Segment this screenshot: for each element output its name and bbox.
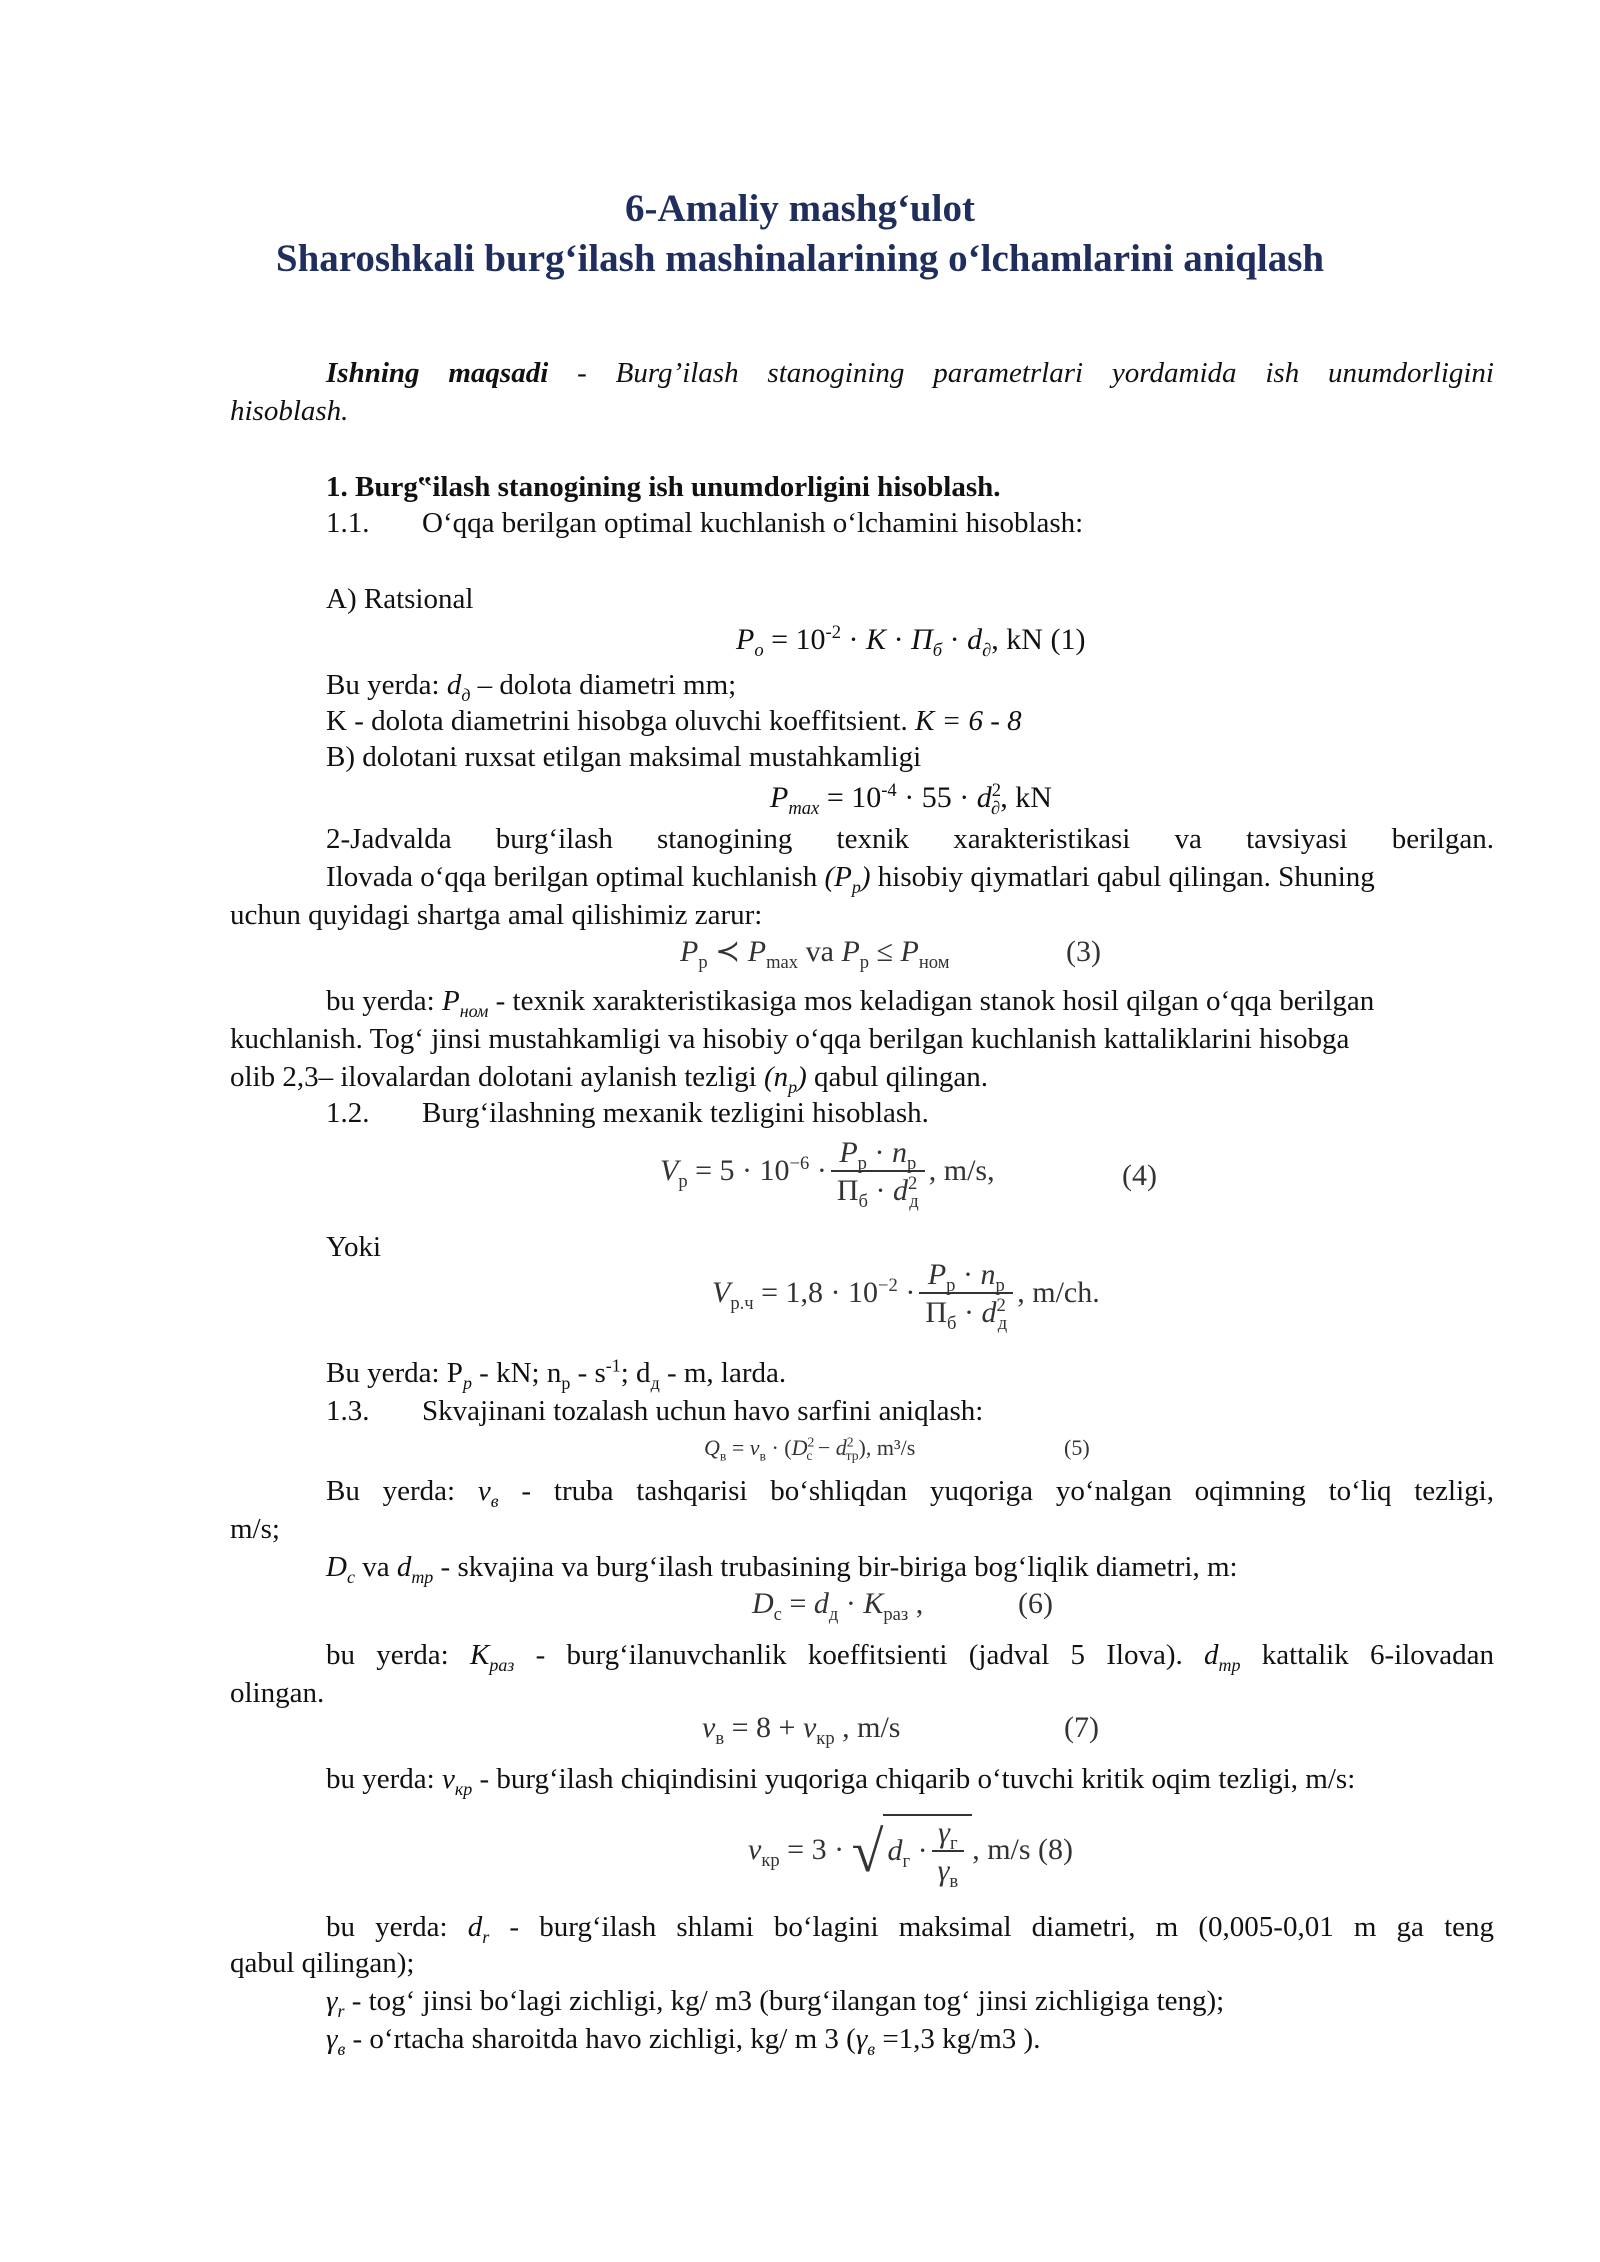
section-1-2-number: 1.2. [326, 1097, 370, 1129]
paragraph-olib: olib 2,3– ilovalardan dolotani aylanish tezligi $(n_p)$ qabul qilingan. [230, 1061, 989, 1097]
formula-2-tail: , kN [1000, 781, 1052, 814]
paragraph-ilova: Ilovada o‘qqa berilgan optimal kuchlanish $(P_p)$ hisobiy qiymatlari qabul qilingan. Shuning [326, 861, 1375, 897]
kraz-post: - burg‘ilanuvchanlik koeffitsienti (jadval 5 Ilova). [514, 1639, 1205, 1671]
formula-4-unit: , m/s, [928, 1153, 995, 1187]
k-def-text: K - dolota diametrini hisobga oluvchi koeffitsient. [326, 705, 916, 737]
dr-pre: bu yerda: [326, 1911, 468, 1943]
yoki-label: Yoki [326, 1231, 382, 1263]
vv-post: - truba tashqarisi bo‘shliqdan yuqoriga yo‘nalgan oqimning to‘liq tezligi, [498, 1475, 1494, 1507]
paragraph-kraz: bu yerda: $K_{раз}$ - burg‘ilanuvchanlik koeffitsienti (jadval 5 Ilova). $d_{тр}$ kattalik 6-ilovadan [326, 1639, 1495, 1675]
paragraph-pnom: bu yerda: $P_{ном}$ - texnik xarakteristikasiga mos keladigan stanok hosil qilgan o‘qqa berilgan [326, 985, 1375, 1021]
formula-7-number: (7) [1064, 1711, 1099, 1744]
vkr-pre: bu yerda: [326, 1763, 442, 1795]
k-definition [326, 704, 1022, 738]
formula-6-number: (6) [1018, 1587, 1053, 1620]
units-b: - kN; n [471, 1357, 562, 1389]
section-1-2-text: Burg‘ilashning mexanik tezligini hisoblash. [422, 1097, 929, 1129]
formula-8-unit: , m/s (8) [972, 1832, 1074, 1866]
item-b-label: B) dolotani ruxsat etilgan maksimal mustahkamligi [326, 741, 922, 773]
dr-post: - burg‘ilash shlami bo‘lagini maksimal diametri, m (0,005-0,01 m ga teng [489, 1911, 1494, 1943]
section-1-3-number: 1.3. [326, 1395, 370, 1427]
dc-post: - skvajina va burg‘ilash trubasining bir-biriga bog‘liqlik diametri, m: [433, 1551, 1238, 1583]
units-c: - s [570, 1357, 606, 1389]
formula-3: $P_р$ ≺ $P_{max}$ va $P_р \le P_{ном}$ [680, 935, 950, 973]
purpose-line-2 [230, 394, 348, 428]
gamma-r-post: - tog‘ jinsi bo‘lagi zichligi, kg/ m3 (burg‘ilangan tog‘ jinsi zichligiga teng); [344, 1985, 1225, 2017]
formula-5-number: (5) [1064, 1435, 1090, 1460]
olib-pre: olib 2,3– ilovalardan dolotani aylanish tezligi [230, 1061, 764, 1093]
formula-7-unit: , m/s [834, 1711, 901, 1744]
formula-1: $P_o = 10^{-2} \cdot K \cdot П_б \cdot d_\partial$, kN (1) [736, 622, 1086, 661]
dd-def-post: – dolota diametri mm; [470, 669, 737, 701]
units-line: Bu yerda: $P_p$ - kN; $n_p - s^{-1}$; $d_д$ - m, larda. [326, 1355, 787, 1393]
kraz-end: kattalik 6-ilovadan [1240, 1639, 1495, 1671]
section-1-3-text: Skvajinani tozalash uchun havo sarfini aniqlash: [422, 1395, 984, 1427]
formula-8: $v_{кр} = 3$ · √ $d_г$ · $\frac{\gamma_г}{\gamma_в}$ , m/s (8) [748, 1816, 1074, 1892]
vkr-post: - burg‘ilash chiqindisini yuqoriga chiqarib o‘tuvchi kritik oqim tezligi, m/s: [472, 1763, 1356, 1795]
paragraph-gamma-v: $\gamma_в$ - o‘rtacha sharoitda havo zichligi, kg/ m 3 ($\gamma_в =1,3$ kg/m3 ). [326, 2023, 1041, 2059]
olib-post: qabul qilingan. [806, 1061, 989, 1093]
units-d: ; d [620, 1357, 651, 1389]
formula-6: $D_с = d_д \cdot K_{раз}$ , [752, 1587, 924, 1625]
purpose-text-2: hisoblash. [230, 395, 349, 427]
purpose-text: - Burg’ilash stanogining parametrlari yordamida ish unumdorligini [548, 357, 1494, 389]
paragraph-vkr: bu yerda: $v_{кр}$ - burg‘ilash chiqindisini yuqoriga chiqarib o‘tuvchi kritik oqim tezligi, m/s: [326, 1763, 1356, 1799]
ilova-post: hisobiy qiymatlari qabul qilingan. Shuning [870, 861, 1375, 893]
formula-4-number: (4) [1122, 1159, 1157, 1192]
gamma-v-val: =1,3 kg/m3 ). [875, 2023, 1041, 2055]
paragraph-vv: Bu yerda: $v_в$ - truba tashqarisi bo‘shliqdan yuqoriga yo‘nalgan oqimning to‘liq tezligi, [326, 1475, 1494, 1511]
section-1-heading: 1. Burg‟ilash stanogining ish unumdorligini hisoblash. [326, 471, 1001, 503]
item-a-label: A) Ratsional [326, 583, 474, 615]
k-range: K = 6 - 8 [915, 705, 1022, 737]
paragraph-qabul: qabul qilingan); [230, 1947, 415, 1979]
dd-def-pre: Bu yerda: [326, 669, 447, 701]
purpose-line-1 [326, 356, 1494, 390]
pnom-pre: bu yerda: [326, 985, 442, 1017]
units-e: - m, larda. [659, 1357, 787, 1389]
title-line-1: 6-Amaliy mashg‘ulot [625, 187, 975, 230]
paragraph-uchun: uchun quyidagi shartga amal qilishimiz zarur: [230, 899, 763, 931]
dc-mid: va [354, 1551, 397, 1583]
formula-4: $V_р = 5 \cdot 10^{-6}$ · $\frac{P_р \cdot n_р}{П_б \cdot d^2_д}$ , m/s, [660, 1136, 995, 1212]
formula-3-va: va [798, 935, 842, 968]
formula-4b-unit: , m/ch. [1017, 1275, 1100, 1309]
ilova-pre: Ilovada o‘qqa berilgan optimal kuchlanish [326, 861, 825, 893]
paragraph-jadval: 2-Jadvalda burg‘ilash stanogining texnik xarakteristikasi va tavsiyasi berilgan. [326, 823, 1494, 855]
vv-pre: Bu yerda: [326, 1475, 478, 1507]
pnom-post: - texnik xarakteristikasiga mos keladigan stanok hosil qilgan o‘qqa berilgan [488, 985, 1375, 1017]
formula-5: $Q_в = v_в \cdot (D^2_с - d^2_{тр})$, m³/s [704, 1434, 916, 1464]
gamma-v-post: - o‘rtacha sharoitda havo zichligi, kg/ m 3 ( [345, 2023, 856, 2055]
units-a: Bu yerda: P [326, 1357, 463, 1389]
formula-3-number: (3) [1066, 935, 1101, 968]
purpose-label: Ishning maqsadi [326, 357, 549, 389]
paragraph-ms: m/s; [230, 1513, 280, 1545]
formula-2: $P_{max} = 10^{-4} \cdot 55 \cdot d^2_\partial$, kN [770, 780, 1052, 819]
paragraph-kuch: kuchlanish. Tog‘ jinsi mustahkamligi va hisobiy o‘qqa berilgan kuchlanish kattaliklarini hisobga [230, 1023, 1350, 1055]
formula-7: $v_в = 8 + v_{кр}$ , m/s [702, 1711, 901, 1749]
paragraph-dc: $D_c$ va $d_{тр}$ - skvajina va burg‘ilash trubasining bir-biriga bog‘liqlik diametri, m: [326, 1551, 1238, 1587]
section-1-1-text: O‘qqa berilgan optimal kuchlanish o‘lchamini hisoblash: [422, 507, 1084, 539]
title-line-2: Sharoshkali burg‘ilash mashinalarining o‘lchamlarini aniqlash [275, 237, 1325, 280]
paragraph-olingan: olingan. [230, 1677, 325, 1709]
section-1-1-number: 1.1. [326, 507, 370, 539]
paragraph-gamma-r: $\gamma_r$ - tog‘ jinsi bo‘lagi zichligi, kg/ m3 (burg‘ilangan tog‘ jinsi zichligiga teng); [326, 1985, 1225, 2021]
dd-definition: Bu yerda: $d_д$ – dolota diametri mm; [326, 669, 737, 705]
formula-5-unit: , m³/s [865, 1435, 916, 1460]
paragraph-dr: bu yerda: $d_r$ - burg‘ilash shlami bo‘lagini maksimal diametri, m (0,005-0,01 m ga teng [326, 1911, 1494, 1947]
formula-1-tail: , kN (1) [991, 623, 1086, 656]
kraz-pre: bu yerda: [326, 1639, 470, 1671]
formula-4b: $V_{р.ч} = 1,8 \cdot 10^{-2}$ · $\frac{P_р \cdot n_р}{П_б \cdot d^2_д}$ , m/ch. [712, 1258, 1100, 1334]
